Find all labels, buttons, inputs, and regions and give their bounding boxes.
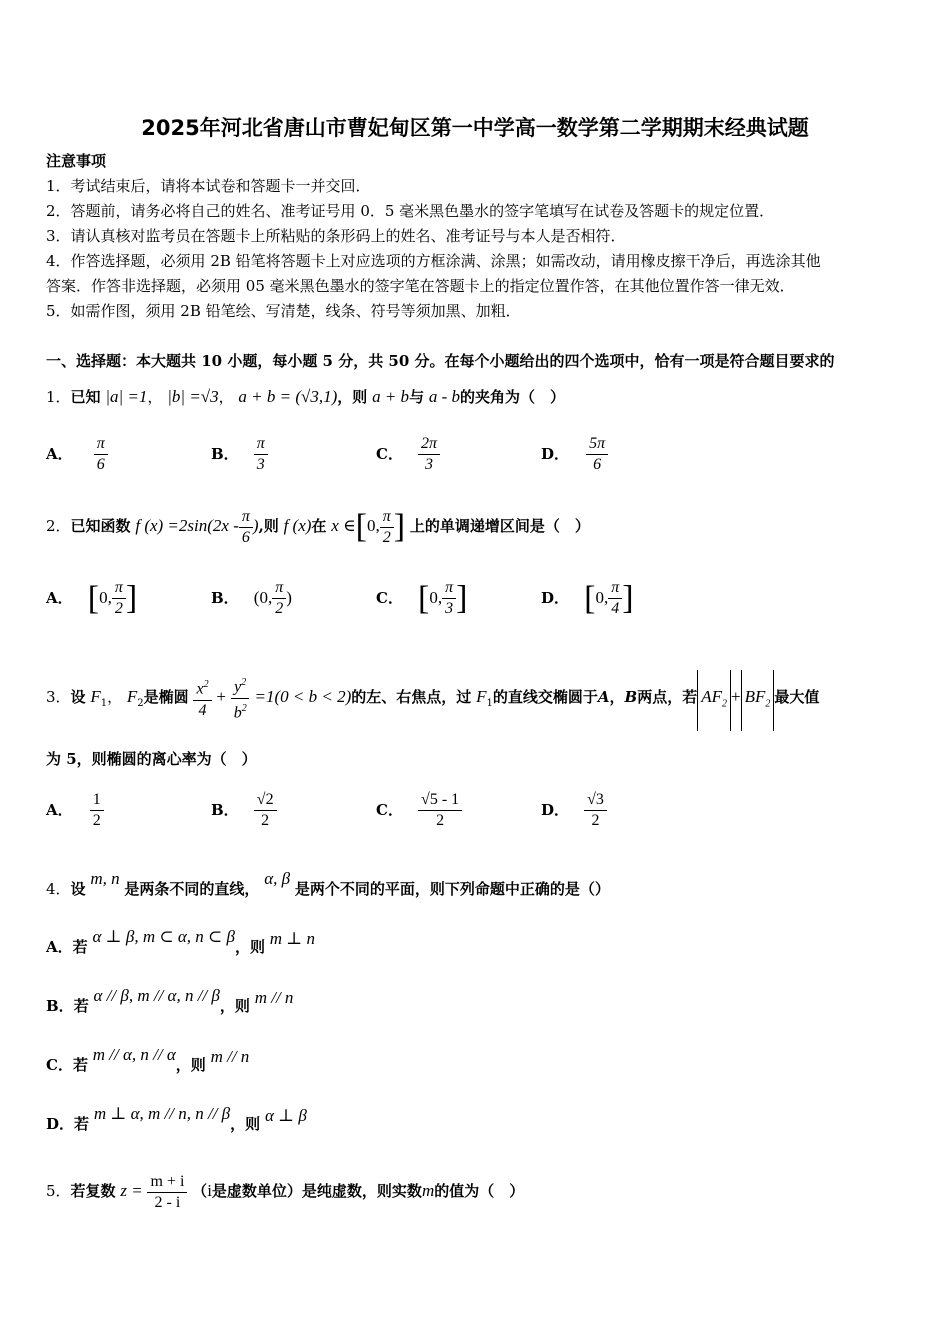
q1-option-d[interactable]: D． $\frac{5\pi}{6}$ bbox=[541, 434, 608, 475]
q4-option-a[interactable]: A．若 α ⊥ β, m ⊂ α, n ⊂ β，则 m ⊥ n bbox=[46, 927, 316, 956]
q1-option-a[interactable]: A． $\frac{\pi}{6}$ bbox=[46, 434, 108, 475]
q1-option-b[interactable]: B． $\frac{\pi}{3}$ bbox=[211, 434, 268, 475]
q4-option-d[interactable]: D．若 m ⊥ α, m // n, n // β，则 α ⊥ β bbox=[46, 1104, 307, 1133]
notice-heading: 注意事项 bbox=[46, 152, 107, 170]
notice-item: 5．如需作图，须用 2B 铅笔绘、写清楚，线条、符号等须加黑、加粗． bbox=[46, 302, 521, 320]
q3-option-a[interactable]: A． $\frac{1}{2}$ bbox=[46, 790, 104, 831]
q2-option-b[interactable]: B． (0, $\frac{\pi}{2}$ ) bbox=[211, 579, 292, 617]
question-4: 4．设 m, n 是两条不同的直线， α, β 是两个不同的平面，则下列命题中正确的是（） bbox=[46, 869, 610, 898]
section-heading: 一、选择题：本大题共 10 小题，每小题 5 分，共 50 分。在每个小题给出的四个选项中，恰有一项是符合题目要求的 bbox=[46, 352, 835, 370]
page-title: 2025年河北省唐山市曹妃甸区第一中学高一数学第二学期期末经典试题 bbox=[141, 116, 809, 140]
q4-option-b[interactable]: B．若 α // β, m // α, n // β，则 m // n bbox=[46, 986, 294, 1015]
q1-option-c[interactable]: C． $\frac{2\pi}{3}$ bbox=[376, 434, 440, 475]
question-3-line2: 为 5，则椭圆的离心率为（ ） bbox=[46, 750, 257, 768]
notice-item: 1．考试结束后，请将本试卷和答题卡一并交回． bbox=[46, 177, 371, 195]
question-3: 3．设 $F_1$， $F_2$是椭圆 $\frac{x^2}{4}$ + $\frac{y^2}{b^2}$ =1(0 < b < 2)的左、右焦点，过 $F_1$的直线交椭圆于A，B两点，若 $AF_2 + BF_2$ 最大值 bbox=[46, 670, 819, 731]
question-1: 1．已知 |a| =1， |b| =√3， a + b = (√3,1)，则 a + b与 a - b的夹角为（ ） bbox=[46, 387, 566, 406]
q2-option-d[interactable]: D． [0, $\frac{\pi}{4}$ ] bbox=[541, 579, 634, 617]
notice-item: 答案．作答非选择题，必须用 05 毫米黑色墨水的签字笔在答题卡上的指定位置作答，在其他位置作答一律无效． bbox=[46, 277, 795, 295]
notice-item: 4．作答选择题，必须用 2B 铅笔将答题卡上对应选项的方框涂满、涂黑；如需改动，请用橡皮擦干净后，再选涂其他 bbox=[46, 252, 821, 270]
q3-option-c[interactable]: C． $\frac{√5 - 1}{2}$ bbox=[376, 790, 462, 831]
notice-item: 2．答题前，请务必将自己的姓名、准考证号用 0．5 毫米黑色墨水的签字笔填写在试卷及答题卡的规定位置． bbox=[46, 202, 775, 220]
notice-item: 3．请认真核对监考员在答题卡上所粘贴的条形码上的姓名、准考证号与本人是否相符． bbox=[46, 227, 626, 245]
question-2: 2．已知函数 f (x) =2sin(2x - $\frac{\pi}{6}$ ),则 f (x)在 x ∈[0, $\frac{\pi}{2}$ ] 上的单调递增区间是（ ） bbox=[46, 507, 590, 546]
q2-option-a[interactable]: A． [0, $\frac{\pi}{2}$ ] bbox=[46, 579, 138, 617]
q3-option-b[interactable]: B． $\frac{√2}{2}$ bbox=[211, 790, 277, 831]
q2-option-c[interactable]: C． [0, $\frac{\pi}{3}$ ] bbox=[376, 579, 468, 617]
question-5: 5．若复数 z = $\frac{m + i}{2 - i}$ （i是虚数单位）是纯虚数，则实数m的值为（ ） bbox=[46, 1172, 525, 1211]
q4-option-c[interactable]: C．若 m // α, n // α，则 m // n bbox=[46, 1045, 250, 1074]
q3-option-d[interactable]: D． $\frac{√3}{2}$ bbox=[541, 790, 607, 831]
